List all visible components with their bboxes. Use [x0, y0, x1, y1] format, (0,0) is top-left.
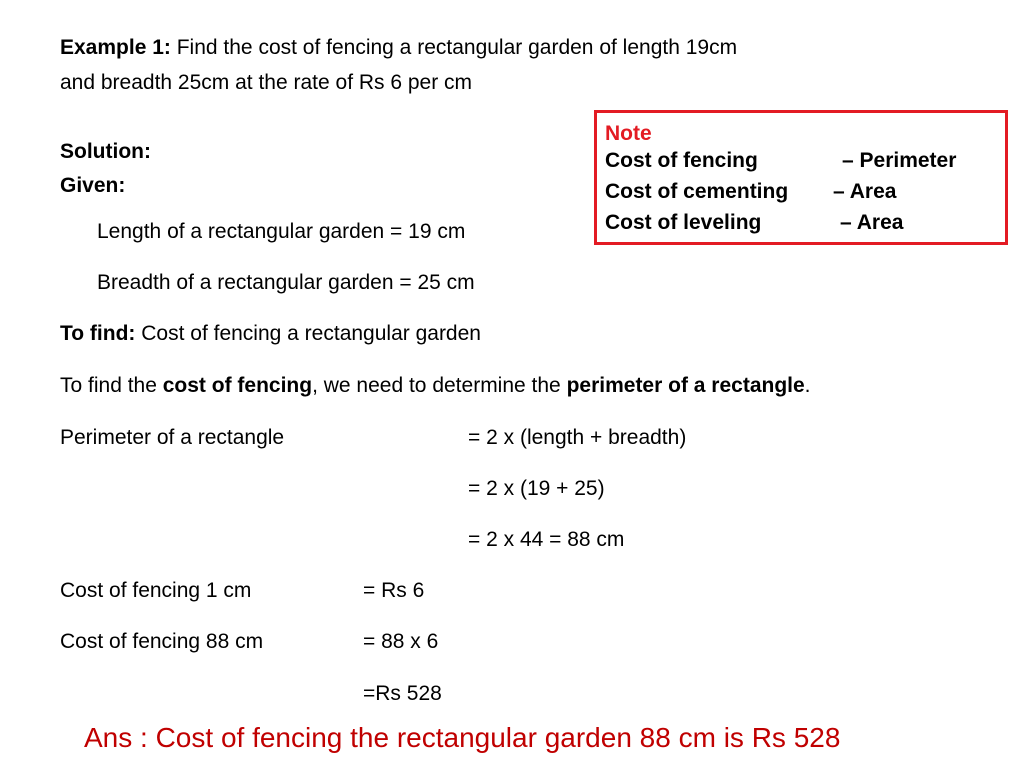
- note-item: Cost of leveling: [605, 211, 762, 234]
- to-find-text: Cost of fencing a rectangular garden: [135, 322, 481, 345]
- example-label: Example 1:: [60, 36, 171, 59]
- cost-row-1-value: = Rs 6: [363, 579, 425, 602]
- solution-label: Solution:: [60, 140, 151, 163]
- example-line-2: and breadth 25cm at the rate of Rs 6 per cm: [60, 71, 473, 94]
- note-row-fencing: [605, 145, 1005, 176]
- perimeter-label: Perimeter of a rectangle: [60, 426, 285, 449]
- method-text-e: .: [804, 374, 811, 397]
- method-text-d: perimeter of a rectangle: [566, 374, 805, 397]
- method-text-a: To find the: [60, 374, 163, 397]
- to-find-label: To find:: [60, 322, 136, 345]
- perimeter-step: = 2 x 44 = 88 cm: [468, 528, 625, 551]
- perimeter-step: = 2 x (19 + 25): [468, 477, 605, 500]
- note-row-leveling: [605, 207, 1005, 238]
- to-find-line: [60, 320, 481, 348]
- given-label: Given:: [60, 174, 126, 197]
- method-text-b: cost of fencing: [162, 374, 313, 397]
- note-title: Note: [605, 122, 652, 145]
- example-text-1: Find the cost of fencing a rectangular garden of length 19cm: [170, 36, 738, 59]
- given-length: Length of a rectangular garden = 19 cm: [97, 220, 466, 243]
- note-value: – Perimeter: [842, 149, 957, 172]
- method-line: [60, 372, 811, 400]
- note-value: – Area: [840, 211, 904, 234]
- answer-text: Ans : Cost of fencing the rectangular garden 88 cm is Rs 528: [84, 722, 841, 753]
- given-breadth: Breadth of a rectangular garden = 25 cm: [97, 271, 475, 294]
- note-item: Cost of fencing: [605, 149, 758, 172]
- cost-row-2-value: = 88 x 6: [363, 630, 439, 653]
- cost-row-2-label: Cost of fencing 88 cm: [60, 630, 264, 653]
- note-item: Cost of cementing: [605, 180, 789, 203]
- note-box: [594, 110, 1008, 245]
- perimeter-step: = 2 x (length + breadth): [468, 426, 687, 449]
- method-text-c: , we need to determine the: [312, 374, 567, 397]
- cost-row-1-label: Cost of fencing 1 cm: [60, 579, 252, 602]
- example-line-1: [60, 34, 737, 62]
- note-row-cementing: [605, 176, 1005, 207]
- cost-result: =Rs 528: [363, 682, 442, 705]
- note-value: – Area: [833, 180, 897, 203]
